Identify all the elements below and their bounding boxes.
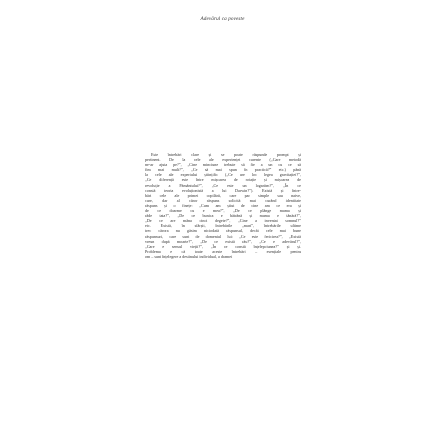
text-line: fim mai mult?”, „Ce să mai spun în practică?” etc.) până (145, 167, 301, 173)
text-line: revoluție a Pământului?”, „Ce este un logaritm?”, „În ce (145, 182, 301, 188)
text-line: bări cele ale primei copilării, care par simple sau naive, (145, 192, 301, 198)
text-line: constă teoria evoluționistă a lui Darwin?”). Există și între- (145, 187, 301, 193)
text-line: vreun după moarte?”, „De ce există rău?”, „Ce e adevărul?”, (145, 238, 301, 244)
text-line: Problema e că toate aceste întrebări – esențiale pentru (145, 248, 301, 254)
text-line: la cele ale expertului științific („Ce are loc legea gravitației?”, (145, 172, 301, 178)
body-paragraph (145, 152, 301, 259)
text-line: „De ce are mâna cinci degete?”, „Cine a inventat somnul?” (145, 218, 301, 224)
text-line: trec cărora nu găsim niciodată răspunsul, decât cele mai bune (145, 228, 301, 234)
text-line: „Care e sensul vieții?”, „În ce constă înțelepciunea?” și și. (145, 243, 301, 249)
text-line: răspuns și o finețe: „Cum am știut de cine am ce era și (145, 202, 301, 208)
text-line: Este întrebări clare și se poate răspunde prompt și (151, 152, 301, 157)
text-line: etc. Există, în sfârșit, întrebările „mari”, întrebările ultime (145, 223, 301, 229)
text-line: răspunsuri, care sunt de domeniul lui: „Ce este fericirea?”, „Există (145, 233, 301, 239)
text-line: de ce doarme cu e mea?”, „De ce plânge mama și (145, 208, 301, 214)
text-line: pertinent. De la cele ale experienței curente („Care metodă (145, 157, 301, 163)
text-line: „Ce diferență este între mișcarea de rotație și mișcarea de (145, 177, 301, 183)
text-line: ne-ar ajuta pe?”, „Cine minciune trebuie să fie a un cu ce să (145, 162, 301, 168)
text-line: om – sunt înțelegere a destinului individual, a dramei (145, 253, 233, 259)
text-line: râde tata?”, „De ce bunica e bătrână și mama e tânără?”, (145, 213, 301, 219)
text-line: care, dar al căror răspuns solicită mai curând identitate (145, 197, 301, 203)
running-header: Adevărul ca poveste (200, 16, 245, 22)
